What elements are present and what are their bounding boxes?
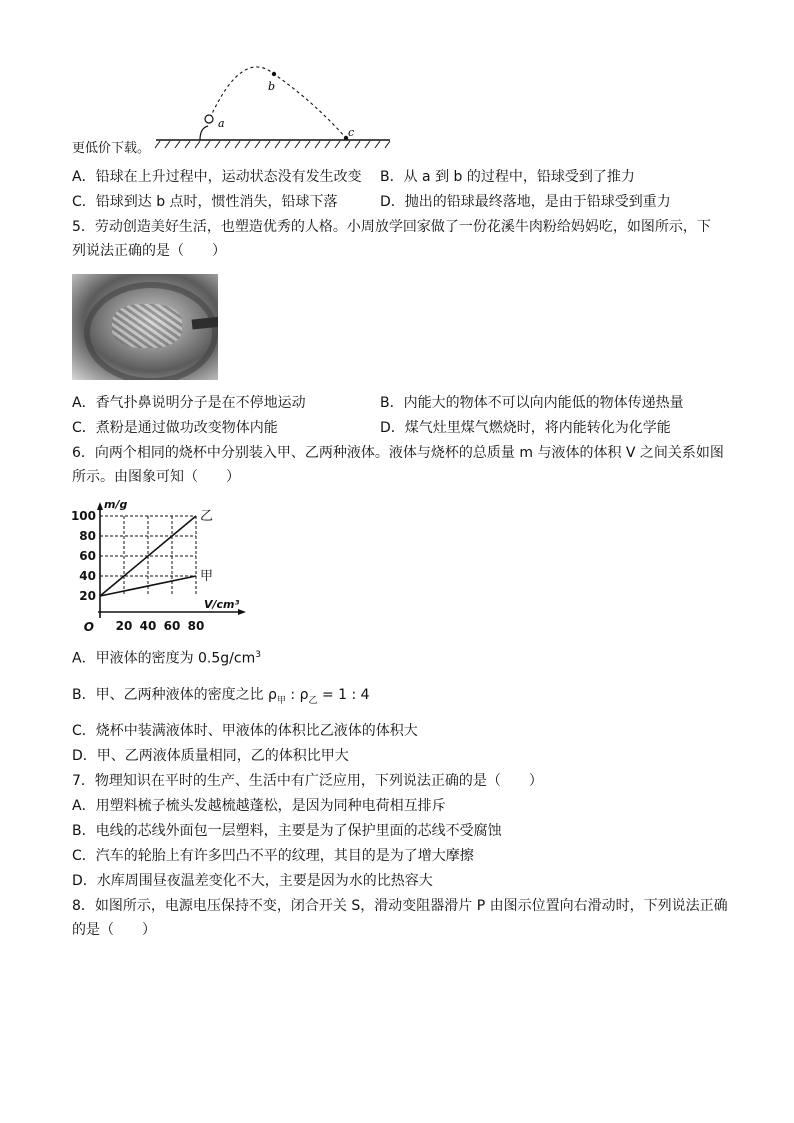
q7-option-a: A．用塑料梳子梳头发越梳越蓬松，是因为同种电荷相互排斥 xyxy=(72,798,446,814)
q4-option-b: B．从 a 到 b 的过程中，铅球受到了推力 xyxy=(380,169,635,185)
q4-option-d: D．抛出的铅球最终落地，是由于铅球受到重力 xyxy=(380,194,671,210)
watermark-tail-text: 更低价下载。 xyxy=(72,141,151,156)
q6-option-a-sup: 3 xyxy=(255,650,261,660)
q6-option-a xyxy=(72,646,261,668)
point-b-dot xyxy=(272,72,276,76)
origin-label: O xyxy=(83,620,94,634)
x-tick-label: 80 xyxy=(187,619,205,633)
q6-option-b-sub2: 乙 xyxy=(308,695,318,706)
chopstick-shape xyxy=(192,316,218,329)
q5-option-b: B．内能大的物体不可以向内能低的物体传递热量 xyxy=(380,395,684,411)
q6-stem-line2: 所示。由图象可知（ ） xyxy=(72,469,240,485)
q8-stem-line2: 的是（ ） xyxy=(72,922,156,938)
y-tick-label: 40 xyxy=(79,569,96,583)
y-axis-arrow xyxy=(97,502,103,510)
shot-put-ball xyxy=(205,115,213,123)
x-tick-label: 60 xyxy=(163,619,181,633)
y-axis-label: m/g xyxy=(104,498,128,511)
q6-option-b-mid: : ρ xyxy=(285,687,309,703)
q6-option-b-text: B．甲、乙两种液体的密度之比 ρ xyxy=(72,687,277,703)
q7-option-c: C．汽车的轮胎上有许多凹凸不平的纹理，其目的是为了增大摩擦 xyxy=(72,848,474,864)
y-tick-label: 80 xyxy=(79,529,96,543)
q6-option-a-text: A．甲液体的密度为 0.5g/cm xyxy=(72,650,256,667)
trajectory-figure xyxy=(150,66,400,156)
series-label: 乙 xyxy=(200,509,214,524)
mass-volume-chart xyxy=(66,490,256,640)
q7-option-d: D．水库周围昼夜温差变化不大，主要是因为水的比热容大 xyxy=(72,873,433,889)
x-tick-label: 40 xyxy=(139,619,157,633)
thrower-arm xyxy=(200,126,208,140)
q8-stem-line1: 8．如图所示，电源电压保持不变，闭合开关 S，滑动变阻器滑片 P 由图示位置向右滑动时，下列说法正确 xyxy=(72,898,728,914)
q7-stem: 7．物理知识在平时的生产、生活中有广泛应用，下列说法正确的是（ ） xyxy=(72,773,543,789)
q6-option-c: C．烧杯中装满液体时、甲液体的体积比乙液体的体积大 xyxy=(72,723,418,739)
q5-stem-line2: 列说法正确的是（ ） xyxy=(72,243,226,259)
x-tick-label: 20 xyxy=(115,619,133,633)
ground-hatching xyxy=(155,141,390,148)
q7-option-b: B．电线的芯线外面包一层塑料，主要是为了保护里面的芯线不受腐蚀 xyxy=(72,823,502,839)
q5-option-d: D．煤气灶里煤气燃烧时，将内能转化为化学能 xyxy=(380,420,671,436)
label-b: b xyxy=(268,80,276,93)
q6-option-b-end: = 1 : 4 xyxy=(317,687,370,703)
y-tick-label: 20 xyxy=(79,589,96,603)
q6-option-d: D．甲、乙两液体质量相同，乙的体积比甲大 xyxy=(72,748,349,764)
chart-tick-labels xyxy=(71,498,240,634)
y-tick-label: 60 xyxy=(79,549,96,563)
y-tick-label: 100 xyxy=(70,509,96,523)
q5-option-c: C．煮粉是通过做功改变物体内能 xyxy=(72,420,278,436)
q4-option-c: C．铅球到达 b 点时，惯性消失，铅球下落 xyxy=(72,194,338,210)
q5-option-a: A．香气扑鼻说明分子是在不停地运动 xyxy=(72,395,306,411)
beef-noodle-photo xyxy=(72,274,218,380)
series-label: 甲 xyxy=(200,569,214,584)
q6-option-b xyxy=(72,686,370,710)
label-c: c xyxy=(348,126,355,139)
q5-stem-line1: 5．劳动创造美好生活，也塑造优秀的人格。小周放学回家做了一份花溪牛肉粉给妈妈吃，如图所示，下 xyxy=(72,219,711,235)
q6-option-b-sub1: 甲 xyxy=(276,695,286,706)
q6-stem-line1: 6．向两个相同的烧杯中分别装入甲、乙两种液体。液体与烧杯的总质量 m 与液体的体积 V 之间关系如图 xyxy=(72,445,724,461)
label-a: a xyxy=(218,117,225,130)
trajectory-path xyxy=(210,67,346,138)
x-axis-label: V/cm³ xyxy=(204,598,240,611)
q4-option-a: A．铅球在上升过程中，运动状态没有发生改变 xyxy=(72,169,362,185)
